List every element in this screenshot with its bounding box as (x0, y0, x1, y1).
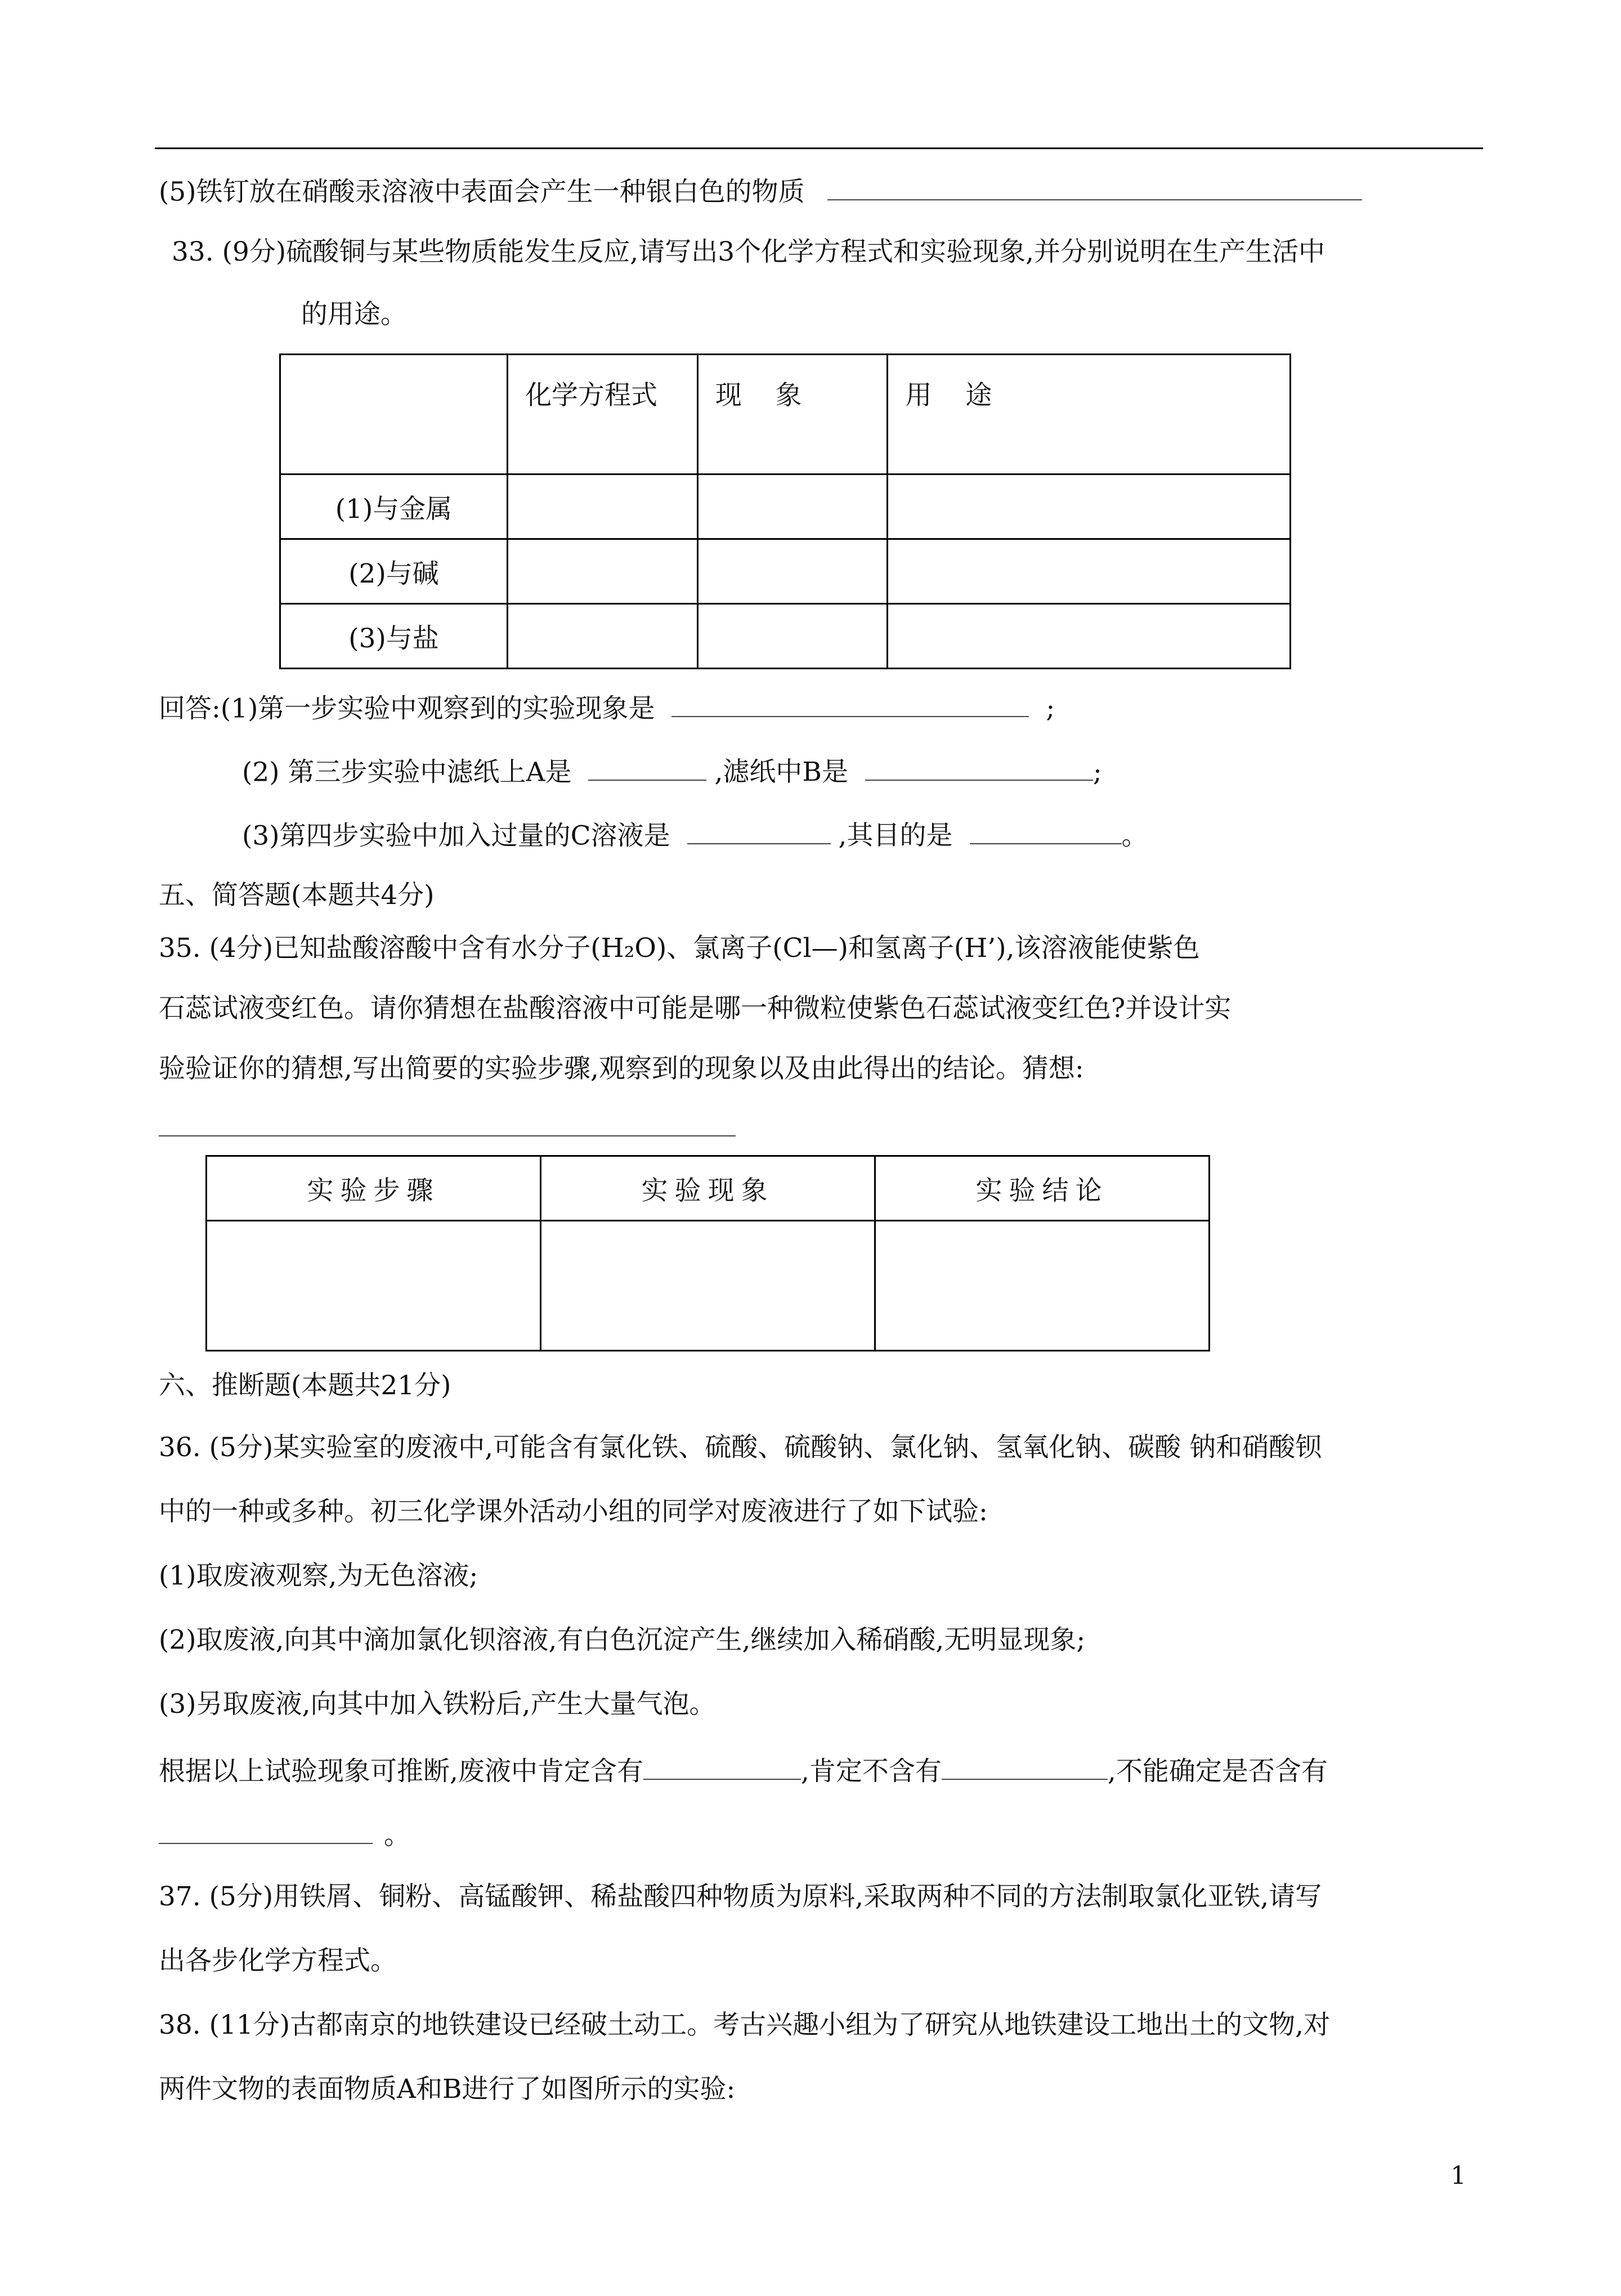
answer-blank[interactable] (159, 1112, 736, 1136)
answer-blank[interactable] (827, 176, 1362, 200)
answer-blank[interactable] (159, 1819, 373, 1844)
q35-guess-blank-line (159, 1112, 736, 1141)
answer-line-2: (2) 第三步实验中滤纸上A是 ,滤纸中B是 ; (242, 757, 1102, 788)
answer-blank[interactable] (970, 820, 1122, 844)
page-number: 1 (1450, 2161, 1466, 2190)
q33-row-base: (2)与碱 (280, 539, 508, 604)
q36-step2: (2)取废液,向其中滴加氯化钡溶液,有白色沉淀产生,继续加入稀硝酸,无明显现象; (159, 1624, 1086, 1655)
answer-blank[interactable] (643, 1755, 801, 1780)
q38-line2: 两件文物的表面物质A和B进行了如图所示的实验: (159, 2074, 736, 2105)
q33-cell[interactable] (697, 604, 888, 669)
q36-last-blank-line: 。 (159, 1819, 410, 1849)
q33-table (279, 353, 1291, 669)
q35-line2: 石蕊试液变红色。请你猜想在盐酸溶液中可能是哪一种微粒使紫色石蕊试液变红色?并设计实 (159, 993, 1232, 1024)
q35-header-conclusion: 实验结论 (875, 1156, 1210, 1221)
q33-cell[interactable] (888, 475, 1291, 539)
q35-cell[interactable] (541, 1221, 875, 1351)
q35-cell[interactable] (875, 1221, 1210, 1351)
q37-line2: 出各步化学方程式。 (159, 1945, 397, 1976)
q35-table (205, 1155, 1210, 1351)
q33-header-equation: 化学方程式 (508, 355, 698, 475)
q33-cell[interactable] (508, 539, 698, 604)
q33-line2: 的用途。 (301, 299, 407, 330)
q33-line1: 33. (9分)硫酸铜与某些物质能发生反应,请写出3个化学方程式和实验现象,并分别说明在生产生活中 (172, 236, 1326, 267)
answer-line-3: (3)第四步实验中加入过量的C溶液是 ,其目的是 。 (242, 820, 1148, 852)
q35-header-steps: 实验步骤 (207, 1156, 541, 1221)
q33-header-phenomenon: 现 象 (697, 355, 888, 475)
q33-cell[interactable] (508, 604, 698, 669)
q33-row-metal: (1)与金属 (280, 475, 508, 539)
q32-item5 (159, 176, 1362, 208)
q33-table-corner (280, 355, 508, 475)
q36-conclusion-line: 根据以上试验现象可推断,废液中肯定含有 ,肯定不含有 ,不能确定是否含有 (159, 1756, 1328, 1787)
q36-line2: 中的一种或多种。初三化学课外活动小组的同学对废液进行了如下试验: (159, 1496, 988, 1527)
q35-header-phenomenon: 实验现象 (541, 1156, 875, 1221)
q33-cell[interactable] (697, 475, 888, 539)
q38-line1: 38. (11分)古都南京的地铁建设已经破土动工。考古兴趣小组为了研究从地铁建设工地出土的文物,对 (159, 2009, 1331, 2040)
answer-blank[interactable] (671, 692, 1029, 717)
answer-line-1: 回答:(1)第一步实验中观察到的实验现象是 ; (159, 693, 1055, 724)
answer-blank[interactable] (865, 756, 1093, 781)
answer-blank[interactable] (942, 1755, 1108, 1780)
q35-line3: 验验证你的猜想,写出简要的实验步骤,观察到的现象以及由此得出的结论。猜想: (159, 1053, 1084, 1084)
q36-step3: (3)另取废液,向其中加入铁粉后,产生大量气泡。 (159, 1689, 716, 1720)
q33-header-use: 用 途 (888, 355, 1291, 475)
q36-step1: (1)取废液观察,为无色溶液; (159, 1560, 478, 1591)
header-rule (155, 147, 1483, 149)
q33-row-salt: (3)与盐 (280, 604, 508, 669)
q33-cell[interactable] (888, 604, 1291, 669)
q35-cell[interactable] (207, 1221, 541, 1351)
q33-cell[interactable] (508, 475, 698, 539)
q33-cell[interactable] (888, 539, 1291, 604)
q33-cell[interactable] (697, 539, 888, 604)
section-5-title: 五、简答题(本题共4分) (159, 880, 435, 911)
q32-item5-text: (5)铁钉放在硝酸汞溶液中表面会产生一种银白色的物质 (159, 176, 805, 208)
q36-line1: 36. (5分)某实验室的废液中,可能含有氯化铁、硫酸、硫酸钠、氯化钠、氢氧化钠、碳酸 钠和硝酸钡 (159, 1432, 1322, 1463)
q37-line1: 37. (5分)用铁屑、铜粉、高锰酸钾、稀盐酸四种物质为原料,采取两种不同的方法制取氯化亚铁,请写 (159, 1881, 1322, 1912)
q35-line1: 35. (4分)已知盐酸溶酸中含有水分子(H₂O)、氯离子(Cl—)和氢离子(H’),该溶液能使紫色 (159, 933, 1200, 964)
answer-blank[interactable] (687, 820, 831, 844)
answer-blank[interactable] (588, 756, 706, 781)
section-6-title: 六、推断题(本题共21分) (159, 1370, 451, 1401)
